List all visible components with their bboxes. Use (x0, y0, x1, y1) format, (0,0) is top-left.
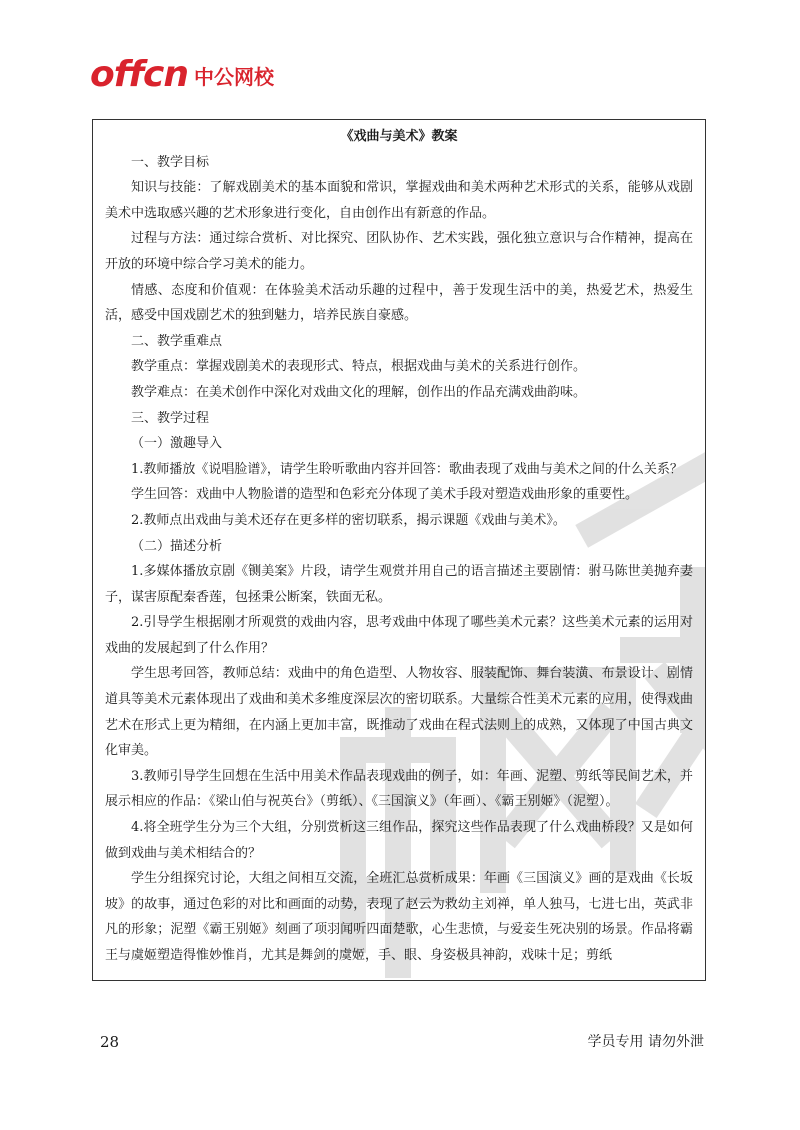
paragraph: 三、教学过程 (131, 410, 210, 426)
paragraph: 1.多媒体播放京剧《铡美案》片段，请学生观赏并用自己的语言描述主要剧情：驸马陈世美抛弃妻子，谋害原配秦香莲，包拯秉公断案，铁面无私。 (105, 564, 693, 605)
paragraph: 情感、态度和价值观：在体验美术活动乐趣的过程中，善于发现生活中的美，热爱艺术，热爱生活，感受中国戏剧艺术的独到魅力，培养民族自豪感。 (105, 282, 693, 324)
paragraph: 过程与方法：通过综合赏析、对比探究、团队协作、艺术实践，强化独立意识与合作精神，提高在开放的环境中综合学习美术的能力。 (105, 231, 693, 272)
paragraph: 二、教学重难点 (131, 333, 223, 349)
lesson-plan-content (93, 120, 705, 969)
paragraph: 教学难点：在美术创作中深化对戏曲文化的理解，创作出的作品充满戏曲韵味。 (131, 384, 587, 400)
brand-logo (90, 54, 275, 95)
lesson-plan-frame (92, 119, 706, 981)
paragraph: 2.教师点出戏曲与美术还存在更多样的密切联系，揭示课题《戏曲与美术》。 (131, 512, 566, 528)
page-number: 28 (100, 1033, 120, 1051)
paragraph: 学生分组探究讨论，大组之间相互交流，全班汇总赏析成果：年画《三国演义》画的是戏曲《长坂坡》的故事，通过色彩的对比和画面的动势，表现了赵云为救幼主刘禅，单人独马，七进七出，英武非凡的形象；泥塑《霸王别姬》刻画了项羽闻听四面楚歌，心生悲愤，与爱妾生死决别的场景。作品将霸王与虞姬塑造得惟妙惟肖，尤其是舞剑的虞姬，手、眼、身姿极具神韵，戏味十足；剪纸 (105, 871, 693, 963)
logo-latin-text: offcn (90, 54, 189, 95)
paragraph: 2.引导学生根据刚才所观赏的戏曲内容，思考戏曲中体现了哪些美术元素？这些美术元素的运用对戏曲的发展起到了什么作用？ (105, 615, 693, 656)
paragraph: 教学重点：掌握戏剧美术的表现形式、特点，根据戏曲与美术的关系进行创作。 (131, 359, 587, 375)
paragraph: （一）激趣导入 (131, 436, 223, 452)
confidential-note: 学员专用 请勿外泄 (587, 1034, 704, 1050)
paragraph: 1.教师播放《说唱脸谱》，请学生聆听歌曲内容并回答：歌曲表现了戏曲与美术之间的什么关系？ (131, 461, 683, 477)
paragraph: 学生回答：戏曲中人物脸谱的造型和色彩充分体现了美术手段对塑造戏曲形象的重要性。 (131, 487, 639, 503)
paragraph: 学生思考回答，教师总结：戏曲中的角色造型、人物妆容、服装配饰、舞台装潢、布景设计、剧情道具等美术元素体现出了戏曲和美术多维度深层次的密切联系。大量综合性美术元素的应用，使得戏曲艺术在形式上更为精细，在内涵上更加丰富，既推动了戏曲在程式法则上的成熟，又体现了中国古典文化审美。 (105, 666, 693, 759)
paragraph: 知识与技能：了解戏剧美术的基本面貌和常识，掌握戏曲和美术两种艺术形式的关系，能够从戏剧美术中选取感兴趣的艺术形象进行变化，自由创作出有新意的作品。 (105, 180, 693, 221)
paragraph: 4.将全班学生分为三个大组，分别赏析这三组作品，探究这些作品表现了什么戏曲桥段？又是如何做到戏曲与美术相结合的？ (105, 820, 693, 861)
document-title: 《戏曲与美术》教案 (340, 129, 458, 144)
paragraph: 一、教学目标 (131, 154, 210, 170)
paragraph: （二）描述分析 (131, 538, 223, 554)
logo-cn-text: 中公网校 (194, 65, 275, 89)
paragraph: 3.教师引导学生回想在生活中用美术作品表现戏曲的例子，如：年画、泥塑、剪纸等民间艺术，并展示相应的作品：《梁山伯与祝英台》（剪纸）、《三国演义》（年画）、《霸王别姬》（泥塑）。 (105, 768, 693, 810)
